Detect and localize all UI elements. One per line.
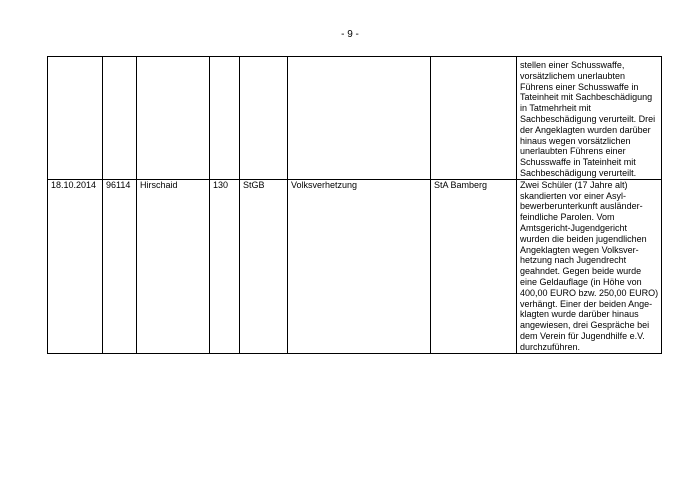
description-line: angewiesen, drei Gespräche bei xyxy=(520,320,650,331)
zip-cell: 96114 xyxy=(103,179,137,353)
description-line: dem Verein für Jugendhilfe e.V. xyxy=(520,330,645,341)
description-line: klagten wurde darüber hinaus xyxy=(520,309,639,320)
place-cell xyxy=(137,57,210,180)
place-cell: Hirschaid xyxy=(137,179,210,353)
description-line: 400,00 EURO bzw. 250,00 EURO) xyxy=(520,287,659,298)
paragraph-cell: 130 xyxy=(210,179,240,353)
description-line: unerlaubten Führens einer xyxy=(520,146,626,157)
description-line: Führens einer Schusswaffe in xyxy=(520,81,639,92)
date-cell: 18.10.2014 xyxy=(48,179,103,353)
description-line: Amtsgericht-Jugendgericht xyxy=(520,222,628,233)
page-number: - 9 - xyxy=(341,29,359,40)
description-line: geahndet. Gegen beide wurde xyxy=(520,266,642,277)
description-line: durchzuführen. xyxy=(520,341,581,352)
date-cell xyxy=(48,57,103,180)
description-line: Angeklagten wegen Volksver- xyxy=(520,244,639,255)
authority-cell: StA Bamberg xyxy=(431,179,517,353)
description-line: Schusswaffe in Tateinheit mit xyxy=(520,157,636,168)
description-line: Tateinheit mit Sachbeschädigung xyxy=(520,92,653,103)
description-line: verhängt. Einer der beiden Ange- xyxy=(520,298,653,309)
description-line: wurden die beiden jugendlichen xyxy=(520,233,647,244)
description-line: Zwei Schüler (17 Jahre alt) xyxy=(520,179,628,190)
description-line: eine Geldauflage (in Höhe von xyxy=(520,276,642,287)
law-cell xyxy=(240,57,288,180)
description-line: der Angeklagten wurden darüber xyxy=(520,124,651,135)
description-line: feindliche Parolen. Vom xyxy=(520,212,615,223)
authority-cell xyxy=(431,57,517,180)
description-line: Sachbeschädigung verurteilt. Drei xyxy=(520,113,656,124)
offense-cell: Volksverhetzung xyxy=(288,179,431,353)
description-line: skandierten vor einer Asyl- xyxy=(520,190,627,201)
records-table xyxy=(47,56,662,354)
description-cell xyxy=(517,57,662,180)
table-row xyxy=(48,57,662,180)
offense-cell xyxy=(288,57,431,180)
description-line: vorsätzlichem unerlaubten xyxy=(520,70,626,81)
paragraph-cell xyxy=(210,57,240,180)
table-row xyxy=(48,179,662,353)
description-line: bewerberunterkunft ausländer- xyxy=(520,201,643,212)
zip-cell xyxy=(103,57,137,180)
description-line: Sachbeschädigung verurteilt. xyxy=(520,167,637,178)
description-line: hetzung nach Jugendrecht xyxy=(520,255,627,266)
description-line: hinaus wegen vorsätzlichen xyxy=(520,135,631,146)
law-cell: StGB xyxy=(240,179,288,353)
description-line: in Tatmehrheit mit xyxy=(520,103,591,114)
description-line: stellen einer Schusswaffe, xyxy=(520,60,625,70)
description-cell xyxy=(517,179,662,353)
